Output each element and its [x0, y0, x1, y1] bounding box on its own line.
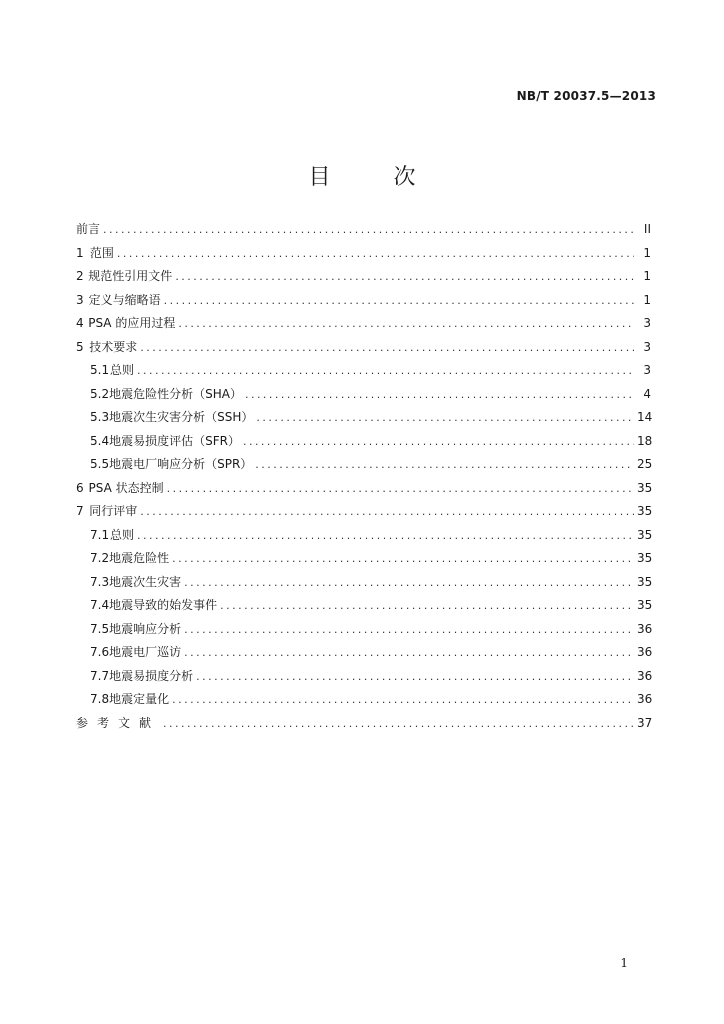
toc-subentry[interactable]: [76, 408, 651, 432]
leader-dots: [140, 341, 634, 354]
toc-entry-number: 5.2: [90, 386, 110, 401]
leader-dots: [220, 599, 634, 612]
leader-dots: [172, 552, 634, 565]
toc-entry-page: 18: [637, 433, 653, 448]
toc-entry-number: 7.4: [90, 598, 110, 612]
toc-entry-page: 35: [637, 598, 653, 612]
toc-entry-page: 36: [637, 645, 653, 659]
toc-subentry[interactable]: [76, 620, 651, 644]
toc-entry-page: 36: [637, 621, 653, 636]
toc-entry-number: 4: [76, 316, 84, 330]
toc-entry-page: 14: [637, 410, 653, 424]
toc-entry-label: 地震易损度评估（SFR）: [109, 433, 240, 448]
toc-entry[interactable]: [76, 220, 651, 244]
standard-code: NB/T 20037.5—2013: [516, 89, 656, 103]
toc-entry-number: 5: [76, 339, 84, 354]
toc-subentry[interactable]: [76, 596, 651, 620]
toc-subentry[interactable]: [76, 667, 651, 691]
toc-subentry[interactable]: [76, 643, 651, 667]
toc-subentry[interactable]: [76, 549, 651, 573]
toc-entry-number: 1: [76, 245, 84, 260]
toc-entry-page: 35: [637, 480, 653, 495]
toc-entry-number: 5.3: [90, 410, 110, 424]
toc-entry-label: 地震易损度分析: [109, 668, 194, 683]
toc-entry-label: 同行评审: [89, 504, 138, 518]
leader-dots: [184, 576, 634, 589]
toc-entry-number: 7.2: [90, 551, 110, 565]
toc-entry-page: 3: [643, 363, 651, 377]
toc-entry-page: 3: [643, 316, 651, 330]
toc-entry-label: 参考文献: [76, 715, 161, 730]
toc-entry-number: 7.1: [90, 527, 110, 542]
leader-dots: [243, 435, 634, 448]
toc-entry[interactable]: [76, 338, 651, 362]
toc-entry[interactable]: [76, 314, 651, 338]
toc-entry-label: 地震次生灾害: [109, 574, 182, 589]
leader-dots: [175, 270, 634, 283]
leader-dots: [184, 646, 634, 659]
toc-subentry[interactable]: [76, 690, 651, 714]
leader-dots: [196, 670, 634, 683]
toc-entry-label: 地震定量化: [109, 692, 170, 706]
toc-entry-page: 37: [637, 715, 653, 730]
page-number: 1: [620, 956, 628, 970]
leader-dots: [167, 482, 634, 495]
toc-subentry[interactable]: [76, 432, 651, 456]
toc-entry-page: 35: [637, 551, 653, 565]
toc-entry-number: 7.7: [90, 668, 110, 683]
leader-dots: [255, 458, 634, 471]
toc-entry[interactable]: [76, 479, 651, 503]
toc-subentry[interactable]: [76, 526, 651, 550]
toc-entry-label: 范围: [89, 245, 114, 260]
toc-entry-label: 地震电厂巡访: [109, 645, 182, 659]
toc-entry-page: II: [643, 222, 651, 236]
page-title: 目 次: [308, 165, 444, 190]
toc-entry[interactable]: [76, 244, 651, 268]
table-of-contents: [76, 220, 651, 737]
leader-dots: [256, 411, 634, 424]
toc-entry-number: 7.5: [90, 621, 110, 636]
toc-entry-page: 36: [637, 668, 653, 683]
toc-entry-page: 1: [643, 269, 651, 283]
toc-entry-label: 地震危险性: [109, 551, 170, 565]
toc-entry-page: 36: [637, 692, 653, 706]
toc-entry-label: PSA 状态控制: [88, 480, 164, 495]
leader-dots: [137, 529, 634, 542]
toc-entry-number: 5.5: [90, 457, 110, 471]
toc-entry-label: 技术要求: [89, 339, 138, 354]
toc-entry-label: PSA 的应用过程: [88, 316, 176, 330]
toc-entry-number: 7: [76, 504, 84, 518]
toc-entry-number: 7.6: [90, 645, 110, 659]
toc-entry-number: 7.8: [90, 692, 110, 706]
toc-entry-label: 地震响应分析: [109, 621, 182, 636]
toc-entry-number: 5.1: [90, 363, 110, 377]
toc-subentry[interactable]: [76, 455, 651, 479]
leader-dots: [117, 247, 634, 260]
toc-entry[interactable]: [76, 267, 651, 291]
toc-entry-label: 地震电厂响应分析（SPR）: [109, 457, 253, 471]
toc-entry-label: 定义与缩略语: [88, 292, 161, 307]
leader-dots: [164, 294, 634, 307]
toc-subentry[interactable]: [76, 361, 651, 385]
toc-entry[interactable]: [76, 502, 651, 526]
toc-subentry[interactable]: [76, 385, 651, 409]
toc-entry-number: 6: [76, 480, 84, 495]
leader-dots: [184, 623, 634, 636]
toc-entry-page: 1: [643, 245, 651, 260]
toc-entry-number: 5.4: [90, 433, 110, 448]
toc-entry-page: 1: [643, 292, 651, 307]
toc-entry-label: 前言: [76, 222, 101, 236]
leader-dots: [163, 717, 634, 730]
toc-entry[interactable]: [76, 291, 651, 315]
leader-dots: [172, 693, 634, 706]
leader-dots: [137, 364, 634, 377]
toc-entry-label: 总则: [109, 527, 134, 542]
leader-dots: [245, 388, 634, 401]
toc-entry-label: 地震次生灾害分析（SSH）: [109, 410, 254, 424]
toc-subentry[interactable]: [76, 573, 651, 597]
toc-entry-page: 3: [643, 339, 651, 354]
toc-entry-label: 地震危险性分析（SHA）: [109, 386, 242, 401]
toc-entry-page: 4: [643, 386, 651, 401]
toc-entry-number: 3: [76, 292, 84, 307]
leader-dots: [103, 223, 634, 236]
toc-entry-label: 地震导致的始发事件: [109, 598, 218, 612]
toc-entry[interactable]: [76, 714, 651, 738]
toc-entry-number: 7.3: [90, 574, 110, 589]
toc-entry-page: 25: [637, 457, 653, 471]
leader-dots: [178, 317, 634, 330]
toc-entry-page: 35: [637, 504, 653, 518]
toc-entry-page: 35: [637, 574, 653, 589]
leader-dots: [140, 505, 634, 518]
toc-entry-page: 35: [637, 527, 653, 542]
toc-entry-number: 2: [76, 269, 84, 283]
toc-entry-label: 规范性引用文件: [88, 269, 173, 283]
toc-entry-label: 总则: [109, 363, 134, 377]
